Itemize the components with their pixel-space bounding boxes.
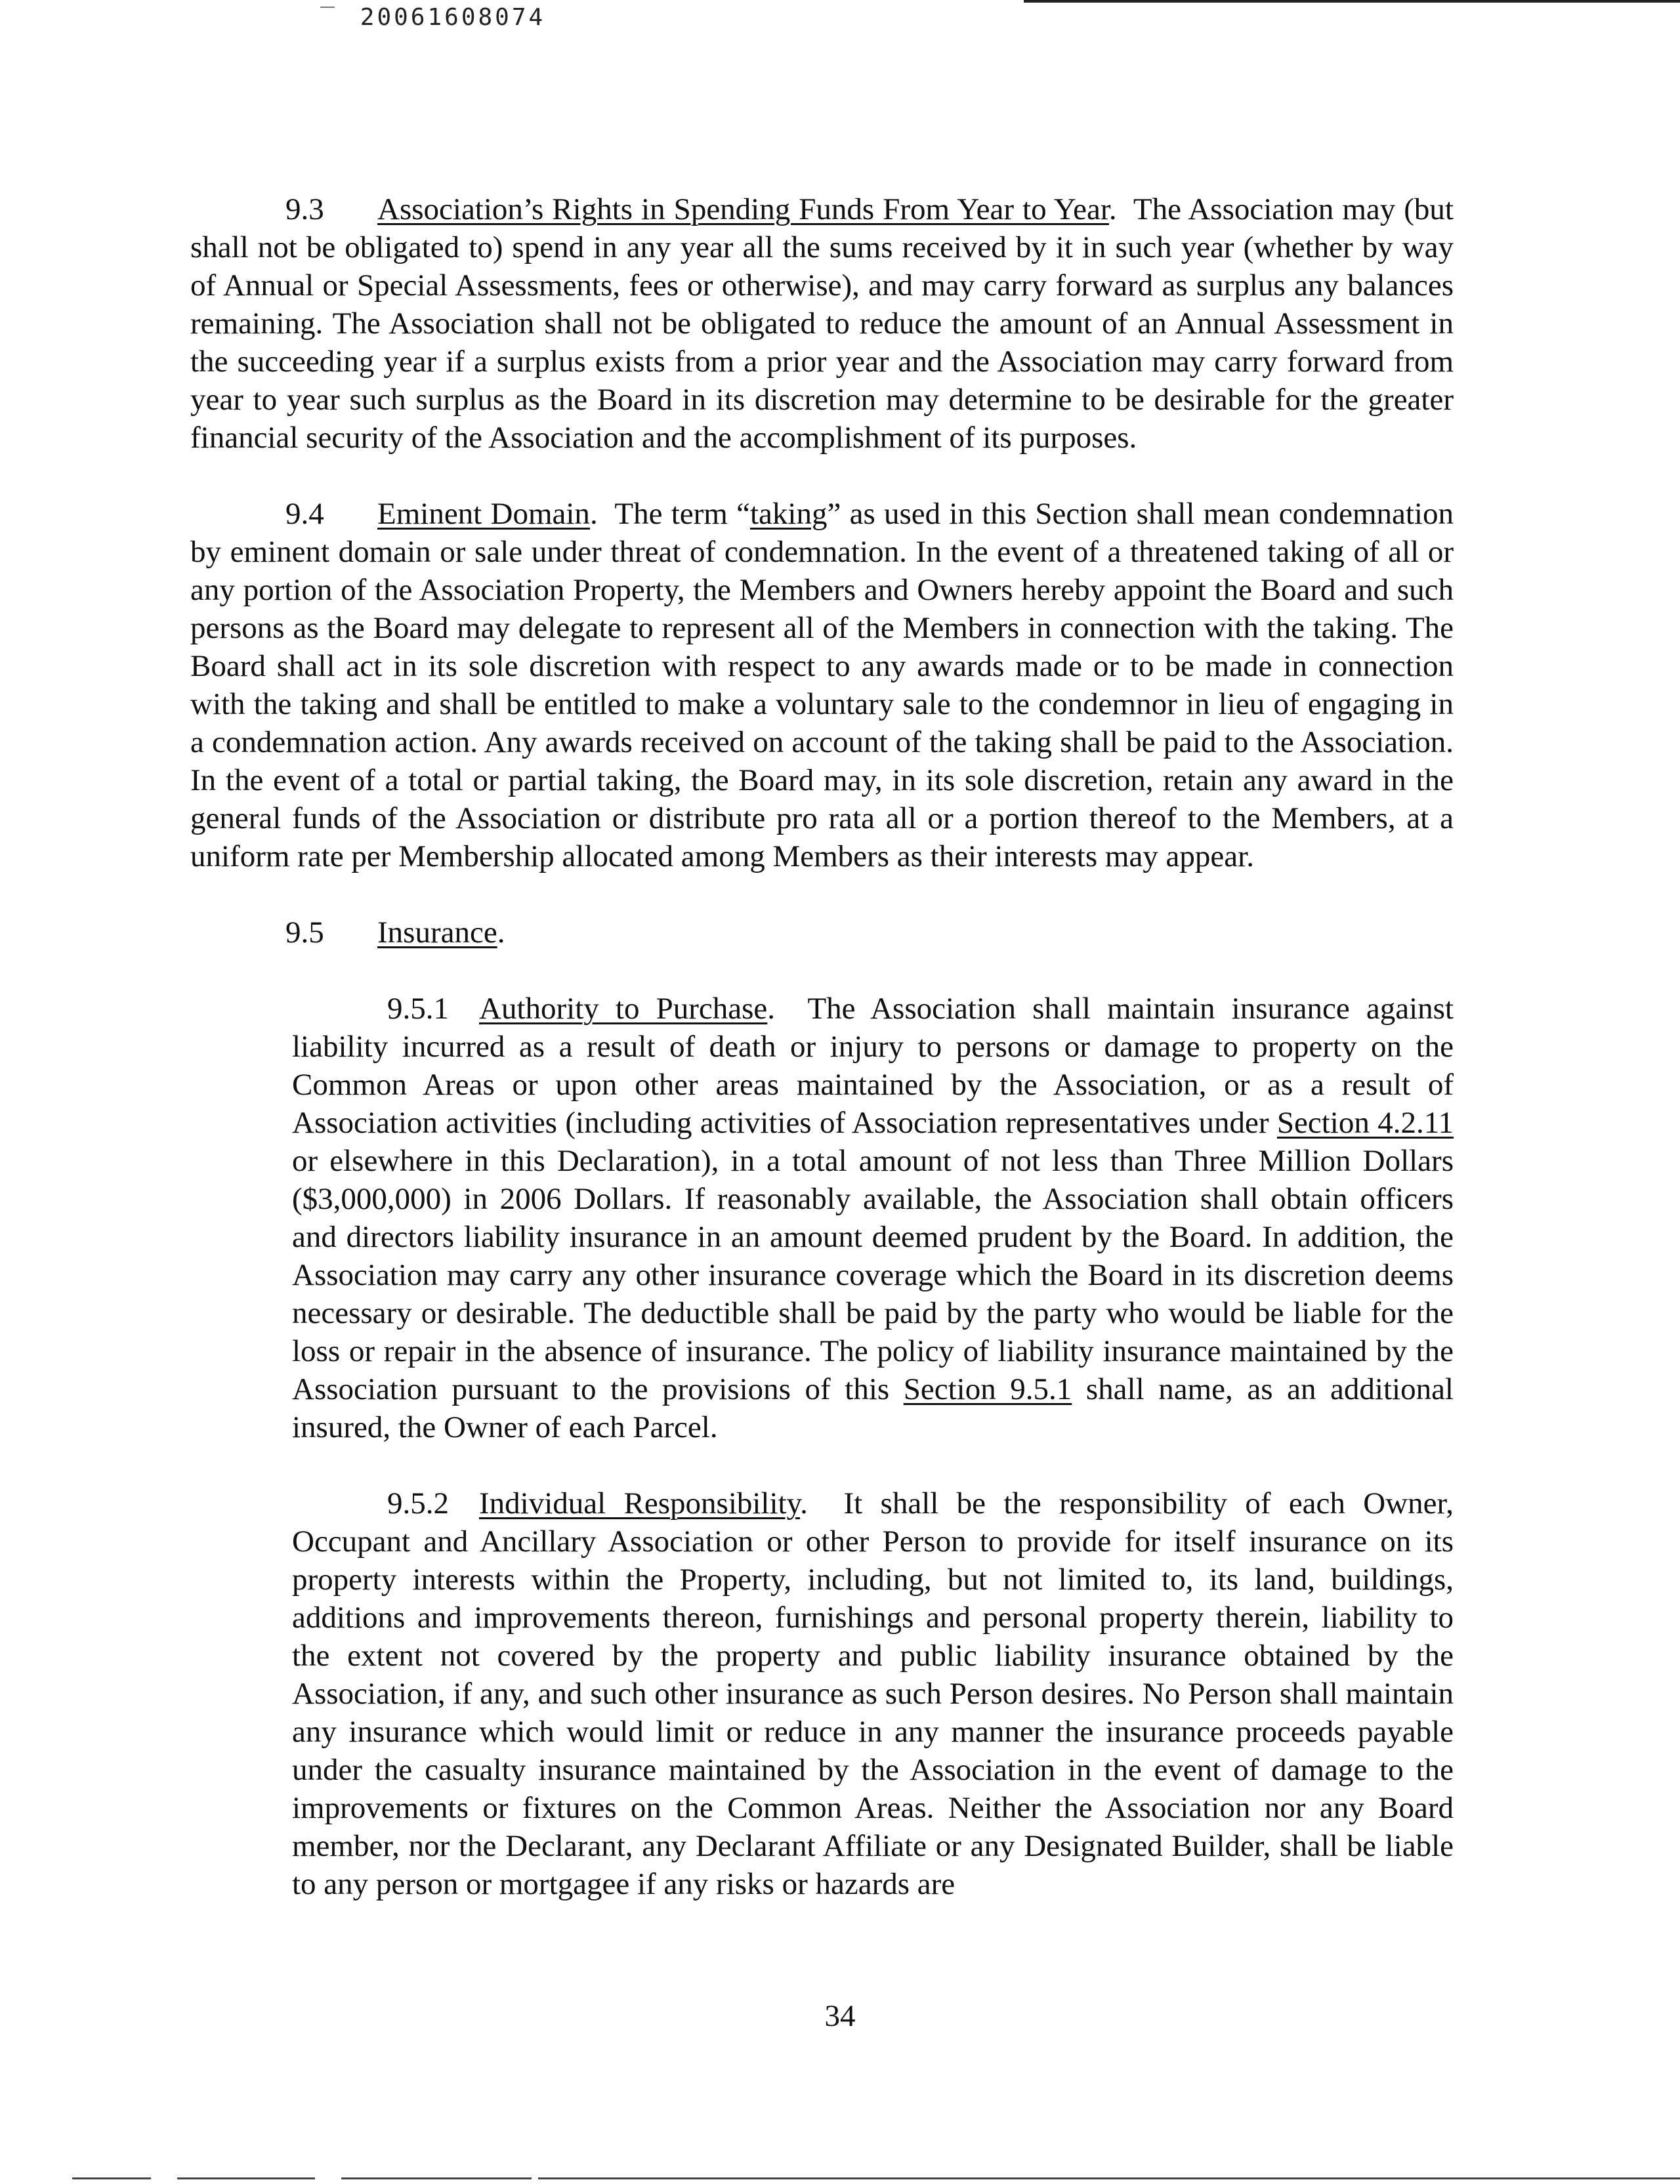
section-body-part3: shall name, as an additional insured, the Owner of each Parcel.: [292, 1372, 1454, 1444]
section-number: 9.5.2: [387, 1486, 449, 1521]
section-title: Association’s Rights in Spending Funds From Year to Year: [377, 192, 1109, 226]
section-body: The Association may (but shall not be obligated to) spend in any year all the sums received by it in such year (whether by way of Annual or Special Assessments, fees or otherwise), and may carry forward as surplus any balances remaining. The Association shall not be obligated to reduce the amount of an Annual Assessment in the succeeding year if a surplus exists from a prior year and the Association may carry forward from year to year such surplus as the Board in its discretion may determine to be desirable for the greater financial security of the Association and the accomplishment of its purposes.: [190, 192, 1454, 455]
section-9-4: 9.4 Eminent Domain. The term “taking” as used in this Section shall mean condemnation by eminent domain or sale under threat of condemnation. In the event of a threatened taking of all or any portion of the Association Property, the Members and Owners hereby appoint the Board and such persons as the Board may delegate to represent all of the Members in connection with the taking. The Board shall act in its sole discretion with respect to any awards made or to be made in connection with the taking and shall be entitled to make a voluntary sale to the condemnor in lieu of engaging in a condemnation action. Any awards received on account of the taking shall be paid to the Association. In the event of a total or partial taking, the Board may, in its sole discretion, retain any award in the general funds of the Association or distribute pro rata all or a portion thereof to the Members, at a uniform rate per Membership allocated among Members as their interests may appear.: [190, 495, 1454, 875]
bottom-rule: [341, 2177, 532, 2179]
section-body-part1: The Association shall maintain insurance against liability incurred as a result of death or injury to persons or damage to property on the Common Areas or upon other areas maintained by the Association, or as a result of Association activities (including activities of Association representatives under: [292, 992, 1454, 1140]
section-title: Eminent Domain: [377, 497, 590, 531]
document-id: 20061608074: [360, 4, 546, 31]
section-number: 9.3: [285, 192, 324, 226]
section-body-start: The term “: [614, 497, 750, 531]
section-body: It shall be the responsibility of each Owner, Occupant and Ancillary Association or other Person to provide for itself insurance on its property interests within the Property, including, but not limited to, its land, buildings, additions and improvements thereon, furnishings and personal property therein, liability to the extent not covered by the property and public liability insurance obtained by the Association, if any, and such other insurance as such Person desires. No Person shall maintain any insurance which would limit or reduce in any manner the insurance proceeds payable under the casualty insurance maintained by the Association in the event of damage to the improvements or fixtures on the Common Areas. Neither the Association nor any Board member, nor the Declarant, any Declarant Affiliate or any Designated Builder, shall be liable to any person or mortgagee if any risks or hazards are: [292, 1486, 1454, 1901]
section-9-5: 9.5 Insurance.: [190, 914, 1454, 952]
page-number: 34: [824, 1999, 856, 2033]
section-body-rest: ” as used in this Section shall mean condemnation by eminent domain or sale under threat of condemnation. In the event of a threatened taking of all or any portion of the Association Property, the Members and Owners hereby appoint the Board and such persons as the Board may delegate to represent all of the Members in connection with the taking. The Board shall act in its sole discretion with respect to any awards made or to be made in connection with the taking and shall be entitled to make a voluntary sale to the condemnor in lieu of engaging in a condemnation action. Any awards received on account of the taking shall be paid to the Association. In the event of a total or partial taking, the Board may, in its sole discretion, retain any award in the general funds of the Association or distribute pro rata all or a portion thereof to the Members, at a uniform rate per Membership allocated among Members as their interests may appear.: [190, 497, 1454, 873]
bottom-rule: [72, 2177, 151, 2179]
top-rule: [1024, 0, 1680, 3]
section-title: Insurance: [377, 915, 497, 950]
section-9-3: 9.3 Association’s Rights in Spending Funds From Year to Year. The Association may (but shall not be obligated to) spend in any year all the sums received by it in such year (whether by way of Annual or Special Assessments, fees or otherwise), and may carry forward as surplus any balances remaining. The Association shall not be obligated to reduce the amount of an Annual Assessment in the succeeding year if a surplus exists from a prior year and the Association may carry forward from year to year such surplus as the Board in its discretion may determine to be desirable for the greater financial security of the Association and the accomplishment of its purposes.: [190, 190, 1454, 457]
section-9-5-2: 9.5.2 Individual Responsibility. It shall be the responsibility of each Owner, Occupant and Ancillary Association or other Person to provide for itself insurance on its property interests within the Property, including, but not limited to, its land, buildings, additions and improvements thereon, furnishings and personal property therein, liability to the extent not covered by the property and public liability insurance obtained by the Association, if any, and such other insurance as such Person desires. No Person shall maintain any insurance which would limit or reduce in any manner the insurance proceeds payable under the casualty insurance maintained by the Association in the event of damage to the improvements or fixtures on the Common Areas. Neither the Association nor any Board member, nor the Declarant, any Declarant Affiliate or any Designated Builder, shall be liable to any person or mortgagee if any risks or hazards are: [292, 1484, 1454, 1903]
section-9-5-1: 9.5.1 Authority to Purchase. The Association shall maintain insurance against liability incurred as a result of death or injury to persons or damage to property on the Common Areas or upon other areas maintained by the Association, or as a result of Association activities (including activities of Association representatives under Section 4.2.11 or elsewhere in this Declaration), in a total amount of not less than Three Million Dollars ($3,000,000) in 2006 Dollars. If reasonably available, the Association shall obtain officers and directors liability insurance in an amount deemed prudent by the Board. In addition, the Association may carry any other insurance coverage which the Board in its discretion deems necessary or desirable. The deductible shall be paid by the party who would be liable for the loss or repair in the absence of insurance. The policy of liability insurance maintained by the Association pursuant to the provisions of this Section 9.5.1 shall name, as an additional insured, the Owner of each Parcel.: [292, 990, 1454, 1446]
section-body-part2: or elsewhere in this Declaration), in a total amount of not less than Three Million Dollars ($3,000,000) in 2006 Dollars. If reasonably available, the Association shall obtain officers and directors liability insurance in an amount deemed prudent by the Board. In addition, the Association may carry any other insurance coverage which the Board in its discretion deems necessary or desirable. The deductible shall be paid by the party who would be liable for the loss or repair in the absence of insurance. The policy of liability insurance maintained by the Association pursuant to the provisions of this: [292, 1144, 1454, 1406]
section-number: 9.4: [285, 497, 324, 531]
document-page: [190, 190, 1454, 1941]
section-title: Authority to Purchase: [479, 992, 768, 1026]
cross-reference: Section 4.2.11: [1276, 1106, 1454, 1140]
bottom-rule: [538, 2177, 1680, 2179]
bottom-rule: [177, 2177, 315, 2179]
section-number: 9.5.1: [387, 992, 449, 1026]
section-number: 9.5: [285, 915, 324, 950]
section-title: Individual Responsibility: [479, 1486, 801, 1521]
cross-reference: Section 9.5.1: [903, 1372, 1072, 1406]
defined-term: taking: [749, 497, 828, 531]
